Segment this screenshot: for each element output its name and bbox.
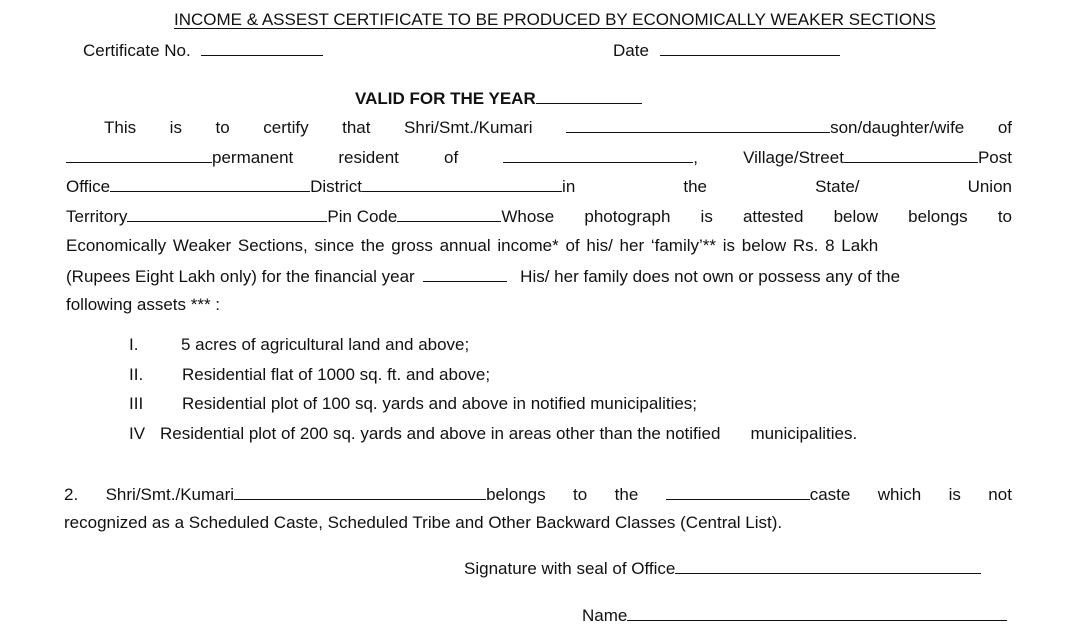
signature-field[interactable] <box>675 557 981 574</box>
asset-text: 5 acres of agricultural land and above; <box>181 335 470 354</box>
district-label: District <box>310 177 363 196</box>
word: Whose <box>501 207 555 226</box>
certificate-no-label: Certificate No. <box>83 41 191 60</box>
asset-text: Residential plot of 100 sq. yards and above in notified municipalities; <box>182 394 698 413</box>
word: the <box>683 177 707 196</box>
word: not <box>988 485 1012 504</box>
para1-line3 <box>66 175 1012 198</box>
date-label: Date <box>613 41 649 60</box>
word: of <box>997 118 1012 137</box>
word: certify <box>263 118 309 137</box>
parent-spouse-name-field[interactable] <box>66 146 212 163</box>
asset-text: Residential plot of 200 sq. yards and above in areas other than the notified <box>160 424 721 443</box>
word: belongs <box>486 485 546 504</box>
post-label: Post <box>977 148 1012 167</box>
para2-line2: recognized as a Scheduled Caste, Scheduled Tribe and Other Backward Classes (Central List). <box>64 513 783 532</box>
asset-number: I. <box>129 335 139 354</box>
word: to <box>997 207 1012 226</box>
certificate-title: INCOME & ASSEST CERTIFICATE TO BE PRODUCED BY ECONOMICALLY WEAKER SECTIONS <box>174 10 936 29</box>
village-street-label: Village/Street <box>743 148 844 167</box>
word: photograph <box>584 207 671 226</box>
financial-year-field[interactable] <box>423 265 507 282</box>
name-label: Name <box>582 606 628 625</box>
district-field[interactable] <box>362 175 562 192</box>
date-row <box>613 39 840 62</box>
shri-label: Shri/Smt./Kumari <box>105 485 235 504</box>
signature-label: Signature with seal of Office <box>464 559 676 578</box>
asset-text-end: municipalities. <box>750 424 858 443</box>
word: resident <box>338 148 399 167</box>
valid-year-field[interactable] <box>536 87 642 104</box>
asset-number: III <box>129 394 144 413</box>
caste-field[interactable] <box>666 483 810 500</box>
para2-line1 <box>64 483 1012 506</box>
word: that <box>342 118 371 137</box>
asset-item <box>129 423 857 445</box>
office-label: Office <box>66 177 111 196</box>
territory-label: Territory <box>66 207 128 226</box>
date-field[interactable] <box>660 39 840 56</box>
para2-number: 2. <box>64 485 79 504</box>
signature-row <box>464 557 981 580</box>
word: attested <box>742 207 804 226</box>
financial-year-label: (Rupees Eight Lakh only) for the financial year <box>66 267 415 286</box>
para1-line1 <box>104 116 1012 139</box>
village-street-field[interactable] <box>844 146 978 163</box>
comma: , <box>693 148 699 167</box>
certificate-no-field[interactable] <box>201 39 323 56</box>
word: is <box>169 118 182 137</box>
state-territory-field[interactable] <box>127 205 327 222</box>
para1-line7: following assets *** : <box>66 295 221 314</box>
name-field[interactable] <box>627 604 1007 621</box>
word: This <box>104 118 137 137</box>
word: to <box>573 485 588 504</box>
assets-statement: His/ her family does not own or possess any of the <box>520 267 901 286</box>
asset-item <box>129 364 490 386</box>
pin-code-field[interactable] <box>397 205 501 222</box>
word: below <box>833 207 878 226</box>
word: is <box>700 207 713 226</box>
relation-label: son/daughter/wife <box>830 118 965 137</box>
word: to <box>215 118 230 137</box>
word: which <box>877 485 922 504</box>
word: in <box>562 177 576 196</box>
word: State/ <box>815 177 860 196</box>
word: of <box>443 148 459 167</box>
para2-name-field[interactable] <box>234 483 486 500</box>
name-row <box>582 604 1007 627</box>
pin-code-label: Pin Code <box>327 207 398 226</box>
word: is <box>948 485 961 504</box>
asset-number: IV <box>129 424 146 443</box>
para1-line6 <box>66 265 900 288</box>
word: Union <box>967 177 1012 196</box>
word: permanent <box>212 148 294 167</box>
valid-year-row <box>355 87 642 110</box>
asset-number: II. <box>129 365 144 384</box>
word: Shri/Smt./Kumari <box>404 118 533 137</box>
word: belongs <box>908 207 968 226</box>
asset-text: Residential flat of 1000 sq. ft. and above; <box>182 365 491 384</box>
resident-of-field[interactable] <box>503 146 693 163</box>
asset-item <box>129 334 469 356</box>
word: the <box>614 485 639 504</box>
certificate-no-row <box>83 39 323 62</box>
para1-line2 <box>66 146 1012 169</box>
valid-year-label: VALID FOR THE YEAR <box>355 89 536 108</box>
asset-item <box>129 393 697 415</box>
post-office-field[interactable] <box>110 175 310 192</box>
para1-line4 <box>66 205 1012 228</box>
word: caste <box>809 485 851 504</box>
applicant-name-field[interactable] <box>566 116 830 133</box>
para1-line5: Economically Weaker Sections, since the gross annual income* of his/ her ‘family’** is below Rs. 8 Lakh <box>66 236 879 255</box>
